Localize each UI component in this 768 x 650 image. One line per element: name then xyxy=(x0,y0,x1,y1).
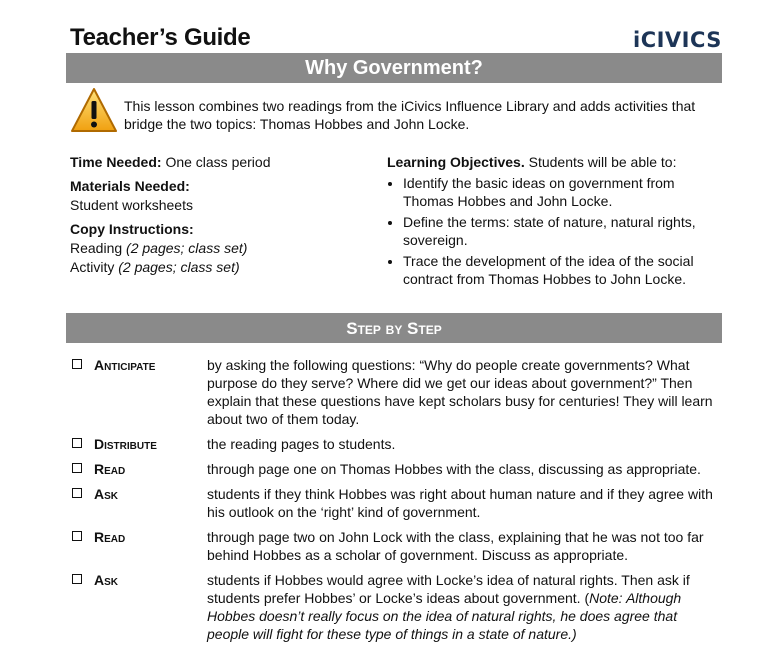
step-verb: Ask xyxy=(94,486,119,502)
objective-item: • Define the terms: state of nature, natural rights, sovereign. xyxy=(403,213,717,249)
materials-label: Materials Needed: xyxy=(70,178,190,194)
lesson-details xyxy=(70,153,370,277)
step-verb: Ask xyxy=(94,572,119,588)
checkbox-icon[interactable] xyxy=(72,531,82,541)
checkbox-icon[interactable] xyxy=(72,574,82,584)
materials-value: Student worksheets xyxy=(70,197,193,213)
objective-item: • Trace the development of the idea of the social contract from Thomas Hobbes to John Locke. xyxy=(403,252,717,288)
icivics-logo xyxy=(633,28,722,52)
time-value: One class period xyxy=(165,154,271,170)
objectives-label: Learning Objectives. xyxy=(387,154,525,170)
objective-item: • Identify the basic ideas on government from Thomas Hobbes and John Locke. xyxy=(403,174,717,210)
step-row xyxy=(72,528,722,564)
step-note: Note: Although Hobbes doesn’t really focus on the idea of natural rights, he does agree that people will fight for these type of things in a state of nature.) xyxy=(207,590,682,642)
step-text: the reading pages to students. xyxy=(207,436,396,452)
step-text: through page one on Thomas Hobbes with the class, discussing as appropriate. xyxy=(207,461,701,477)
step-text: through page two on John Lock with the class, explaining that he was not too far behind Hobbes as a scholar of government. Discuss as appropriate. xyxy=(207,529,704,563)
checkbox-icon[interactable] xyxy=(72,359,82,369)
objectives-lead: Students will be able to: xyxy=(528,154,677,170)
intro-text: This lesson combines two readings from the iCivics Influence Library and adds activities that bridge the two topics: Thomas Hobbes and John Locke. xyxy=(124,98,696,132)
checkbox-icon[interactable] xyxy=(72,438,82,448)
step-verb: Anticipate xyxy=(94,357,156,373)
page-title: Teacher’s Guide xyxy=(70,24,251,51)
step-text: by asking the following questions: “Why do people create governments? What purpose do they serve? Where did we get our ideas about government?” Then explain that these questions have kept scholars busy for centuries! They will learn about two of them today. xyxy=(207,357,713,427)
warning-triangle-icon xyxy=(69,86,119,136)
step-by-step-banner: Step by Step xyxy=(66,313,722,343)
step-verb: Read xyxy=(94,461,126,477)
step-list xyxy=(72,356,722,650)
copy-item: Activity (2 pages; class set) xyxy=(70,259,240,275)
copy-item: Reading (2 pages; class set) xyxy=(70,240,248,256)
copy-label: Copy Instructions: xyxy=(70,221,194,237)
step-verb: Distribute xyxy=(94,436,157,452)
lesson-title-banner: Why Government? xyxy=(66,53,722,83)
step-text: students if they think Hobbes was right about human nature and if they agree with his outlook on the ‘right’ kind of government. xyxy=(207,486,713,520)
step-row xyxy=(72,485,722,521)
step-verb: Read xyxy=(94,529,126,545)
step-row xyxy=(72,460,722,478)
checkbox-icon[interactable] xyxy=(72,488,82,498)
step-row xyxy=(72,571,722,643)
step-row xyxy=(72,356,722,428)
time-label: Time Needed: xyxy=(70,154,162,170)
checkbox-icon[interactable] xyxy=(72,463,82,473)
learning-objectives xyxy=(387,153,717,291)
step-text: students if Hobbes would agree with Locke’s idea of natural rights. Then ask if students prefer Hobbes’ or Locke’s ideas about government. (Note: Although Hobbes doesn’t really focus on the idea of natural rights, he does agree that people will fight for these type of things in a state of nature.) xyxy=(207,572,690,642)
step-row xyxy=(72,435,722,453)
logo-text: iCIVICS xyxy=(633,28,722,52)
